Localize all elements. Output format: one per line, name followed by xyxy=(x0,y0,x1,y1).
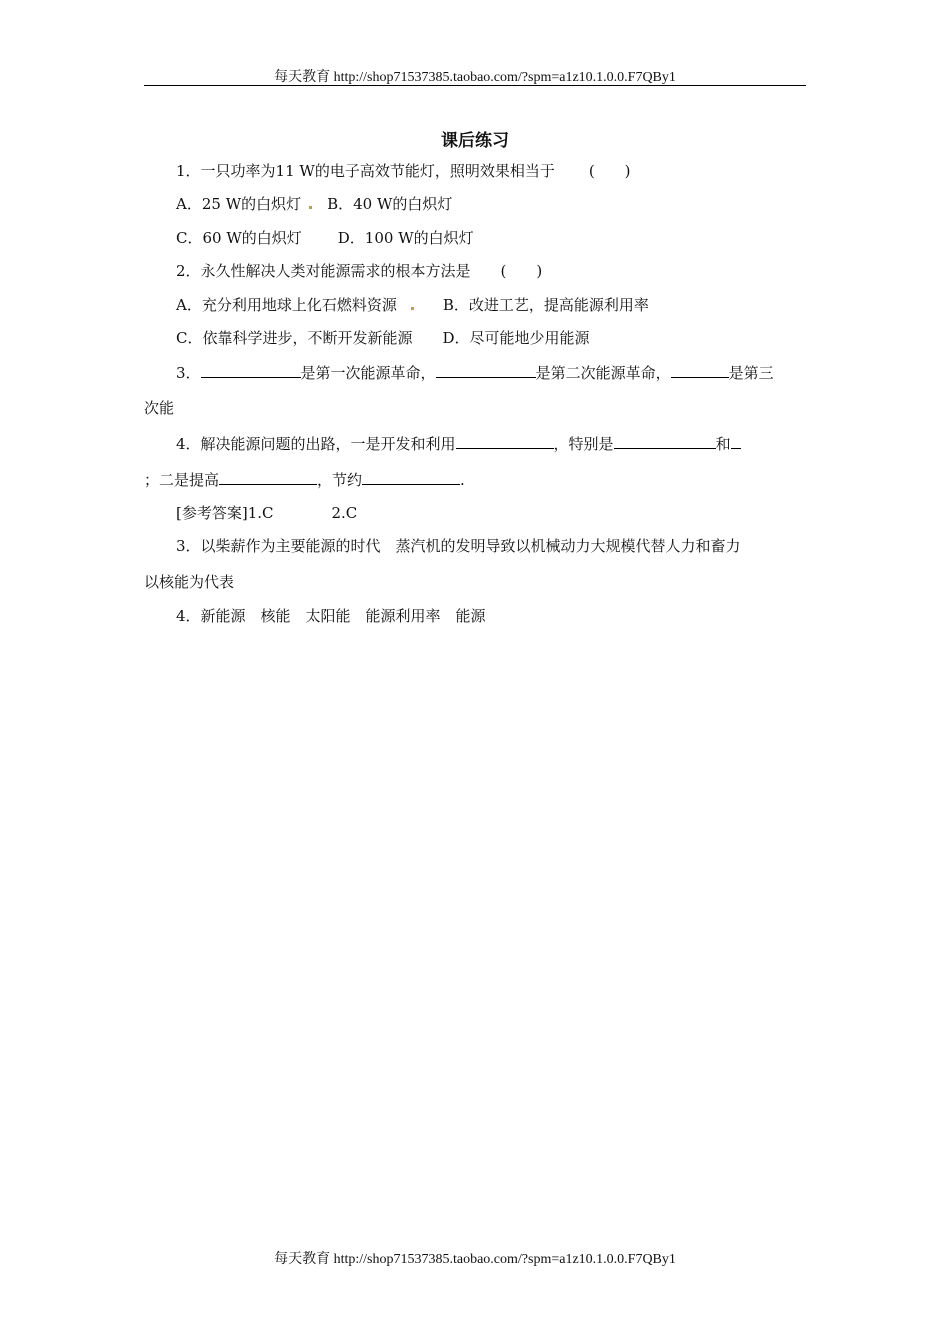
page-header: 每天教育 http://shop71537385.taobao.com/?spm=a1z10.1.0.0.F7QBy1 xyxy=(274,70,676,85)
answer-3-continuation: 以核能为代表 xyxy=(144,573,235,591)
answer-blank[interactable] xyxy=(436,362,536,378)
question-1 xyxy=(176,161,631,181)
answer-4: 4．新能源 核能 太阳能 能源利用率 能源 xyxy=(176,607,486,625)
page-footer: 每天教育 http://shop71537385.taobao.com/?spm=a1z10.1.0.0.F7QBy1 xyxy=(274,1252,676,1267)
answer-blank[interactable] xyxy=(201,362,301,378)
question-2-paren: ( ) xyxy=(500,262,543,280)
answer-blank[interactable] xyxy=(614,433,716,449)
question-2-stem: 2．永久性解决人类对能源需求的根本方法是 xyxy=(176,262,471,280)
option-a: A．25 W的白炽灯 xyxy=(176,195,302,213)
question-1-paren: ( ) xyxy=(588,162,631,180)
answer-blank[interactable] xyxy=(671,362,729,378)
question-2-options-row-2 xyxy=(176,328,590,348)
page-title: 课后练习 xyxy=(441,131,509,151)
question-4-continuation: ；二是提高 ，节约 . xyxy=(144,471,465,489)
question-3: 3． 是第一次能源革命， 是第二次能源革命， 是第三 xyxy=(176,364,774,382)
answer-blank[interactable] xyxy=(731,433,741,449)
question-1-stem: 1．一只功率为11 W的电子高效节能灯，照明效果相当于 xyxy=(176,162,555,180)
header-divider xyxy=(144,85,806,86)
option-d: D．100 W的白炽灯 xyxy=(337,229,474,247)
answer-3: 3．以柴薪作为主要能源的时代 蒸汽机的发明导致以机械动力大规模代替人力和畜力 xyxy=(176,537,741,555)
option-b: B．40 W的白炽灯 xyxy=(327,195,453,213)
question-3-number: 3． xyxy=(176,364,201,382)
option-c: C．依靠科学进步，不断开发新能源 xyxy=(176,329,413,347)
option-d: D．尽可能地少用能源 xyxy=(442,329,590,347)
option-a: A．充分利用地球上化石燃料资源 xyxy=(176,296,397,314)
answer-blank[interactable] xyxy=(362,469,460,485)
answer-key-label: [参考答案]1.C xyxy=(176,504,274,522)
option-c: C．60 W的白炽灯 xyxy=(176,229,302,247)
question-3-continuation: 次能 xyxy=(144,399,175,417)
answer-blank[interactable] xyxy=(456,433,554,449)
question-1-options-row-2 xyxy=(176,228,474,248)
question-2-options-row-1 xyxy=(176,295,649,315)
question-1-options-row-1 xyxy=(176,194,452,214)
answer-2: 2.C xyxy=(331,504,358,522)
answer-blank[interactable] xyxy=(219,469,317,485)
question-2 xyxy=(176,261,542,281)
option-b: B．改进工艺，提高能源利用率 xyxy=(442,296,649,314)
question-4: 4．解决能源问题的出路，一是开发和利用 ，特别是 和 xyxy=(176,433,741,454)
answer-key xyxy=(176,503,357,523)
